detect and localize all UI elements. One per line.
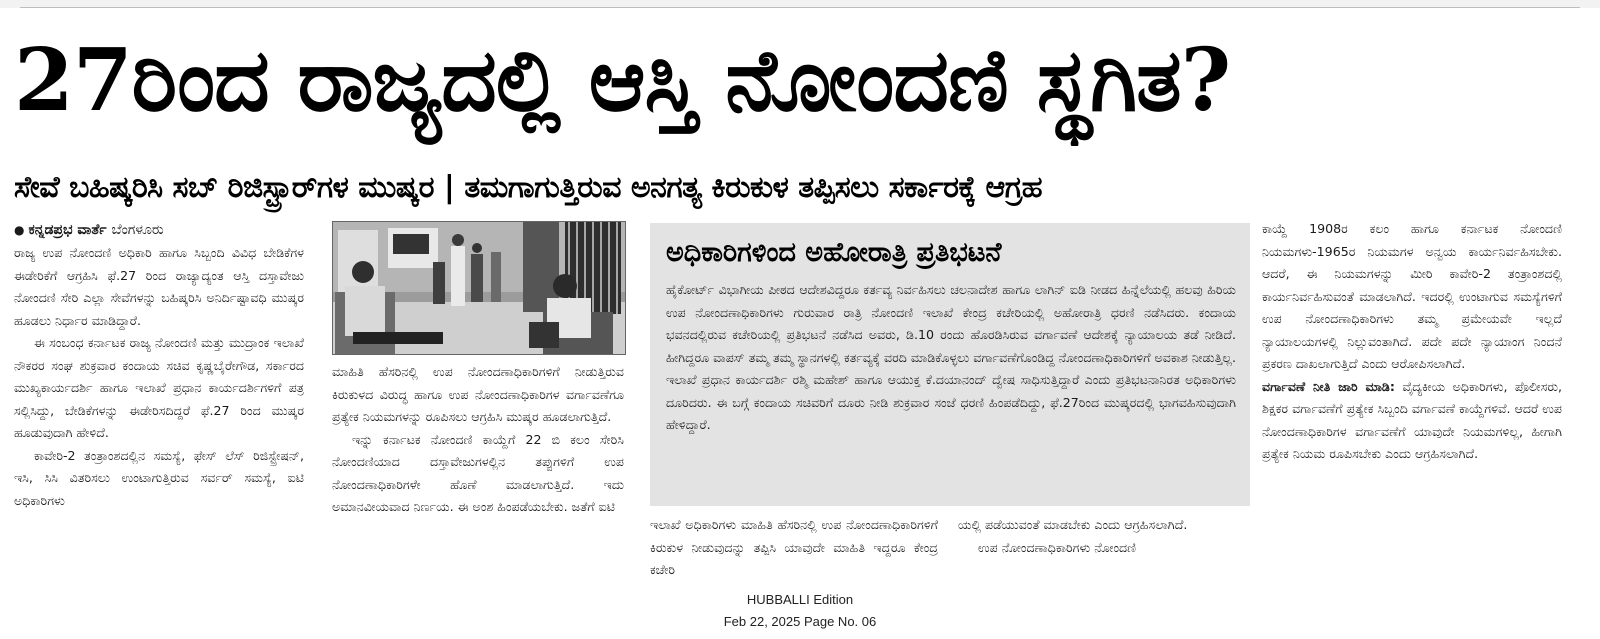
byline-source: ಕನ್ನಡಪ್ರಭ ವಾರ್ತೆ bbox=[28, 222, 107, 238]
byline bbox=[14, 218, 304, 242]
sidebar-box bbox=[650, 223, 1250, 506]
paragraph: ರಾಜ್ಯ ಉಪ ನೋಂದಣಿ ಅಧಿಕಾರಿ ಹಾಗೂ ಸಿಬ್ಬಂದಿ ವಿವಿಧ ಬೇಡಿಕೆಗಳ ಈಡೇರಿಕೆಗೆ ಆಗ್ರಹಿಸಿ ಫೆ.27 ರಿಂದ ರಾಜ್ಯಾದ್ಯಂತ ಆಸ್ತಿ ದಸ್ತಾವೇಜು ನೋಂದಣಿ ಸೇರಿ ಎಲ್ಲಾ ಸೇವೆಗಳನ್ನು ಬಹಿಷ್ಕರಿಸಿ ಅನಿರ್ದಿಷ್ಟಾವಧಿ ಮುಷ್ಕರ ಹೂಡಲು ನಿರ್ಧಾರ ಮಾಡಿದ್ದಾರೆ. bbox=[14, 245, 304, 328]
headline: 27ರಿಂದ ರಾಜ್ಯದಲ್ಲಿ ಆಸ್ತಿ ನೋಂದಣಿ ಸ್ಥಗಿತ? bbox=[14, 30, 1231, 131]
article-column-1 bbox=[14, 218, 304, 586]
paragraph: ಉಪ ನೋಂದಣಾಧಿಕಾರಿಗಳು ನೋಂದಣಿ bbox=[978, 539, 1137, 555]
news-photo bbox=[332, 221, 626, 355]
article-column-5 bbox=[1262, 218, 1562, 586]
top-rule bbox=[20, 7, 1580, 8]
byline-city: ಬೆಂಗಳೂರು bbox=[111, 222, 164, 238]
bullet-icon: ● bbox=[14, 223, 25, 237]
subheadline: ಸೇವೆ ಬಹಿಷ್ಕರಿಸಿ ಸಬ್ ರಿಜಿಸ್ಟ್ರಾರ್‌ಗಳ ಮುಷ್ಕರ | ತಮಗಾಗುತ್ತಿರುವ ಅನಗತ್ಯ ಕಿರುಕುಳ ತಪ್ಪಿಸಲು ಸರ್ಕಾರಕ್ಕೆ ಆಗ್ರಹ bbox=[14, 170, 1043, 205]
subsection-text: ವೈದ್ಯಕೀಯ ಅಧಿಕಾರಿಗಳು, ಪೊಲೀಸರು, ಶಿಕ್ಷಕರ ವರ್ಗಾವಣೆಗೆ ಪ್ರತ್ಯೇಕ ಸಿಬ್ಬಂದಿ ವರ್ಗಾವಣೆ ಕಾಯ್ದೆಗಳಿವೆ. ಆದರೆ ಉಪ ನೋಂದಣಾಧಿಕಾರಿಗಳ ವರ್ಗಾವಣೆಗೆ ಯಾವುದೇ ನಿಯಮಗಳಿಲ್ಲ, ಹೀಗಾಗಿ ಪ್ರತ್ಯೇಕ ನಿಯಮ ರೂಪಿಸಬೇಕು ಎಂದು ಆಗ್ರಹಿಸಲಾಗಿದೆ. bbox=[1262, 378, 1562, 461]
office-photo-illustration bbox=[333, 222, 625, 354]
paragraph: ಇಲಾಖೆ ಅಧಿಕಾರಿಗಳು ಮಾಹಿತಿ ಹೆಸರಿನಲ್ಲಿ ಉಪ ನೋಂದಣಾಧಿಕಾರಿಗಳಿಗೆ ಕಿರುಕುಳ ನೀಡುವುದನ್ನು ತಪ್ಪಿಸಿ ಯಾವುದೇ ಮಾಹಿತಿ ಇದ್ದರೂ ಕೇಂದ್ರ ಕಚೇರಿ bbox=[650, 517, 938, 577]
article-column-2 bbox=[332, 361, 624, 587]
paragraph bbox=[1262, 376, 1562, 466]
subsection-heading: ವರ್ಗಾವಣೆ ನೀತಿ ಜಾರಿ ಮಾಡಿ: bbox=[1262, 378, 1395, 394]
paragraph: ಯಲ್ಲಿ ಪಡೆಯುವಂತೆ ಮಾಡಬೇಕು ಎಂದು ಆಗ್ರಹಿಸಲಾಗಿದೆ. bbox=[958, 517, 1188, 532]
article-column-3 bbox=[650, 514, 938, 588]
date-page-label: Feb 22, 2025 Page No. 06 bbox=[723, 614, 877, 629]
paragraph: ಇನ್ನು ಕರ್ನಾಟಕ ನೋಂದಣಿ ಕಾಯ್ದೆಗೆ 22 ಬಿ ಕಲಂ ಸೇರಿಸಿ ನೋಂದಣಿಯಾದ ದಸ್ತಾವೇಜುಗಳಲ್ಲಿನ ತಪ್ಪುಗಳಿಗೆ ಉಪ ನೋಂದಣಾಧಿಕಾರಿಗಳೇ ಹೊಣೆ ಮಾಡಲಾಗುತ್ತಿದೆ. ಇದು ಅಮಾನವೀಯವಾದ ನಿರ್ಣಯ. ಈ ಅಂಶ ಹಿಂಪಡೆಯಬೇಕು. ಜತೆಗೆ ಐಟಿ bbox=[332, 431, 624, 514]
paragraph: ಕಾಯ್ದೆ 1908ರ ಕಲಂ ಹಾಗೂ ಕರ್ನಾಟಕ ನೋಂದಣಿ ನಿಯಮಗಳು-1965ರ ನಿಯಮಗಳ ಅನ್ವಯ ಕಾರ್ಯನಿರ್ವಹಿಸಬೇಕು. ಆದರೆ, ಈ ನಿಯಮಗಳನ್ನು ಮೀರಿ ಕಾವೇರಿ-2 ತಂತ್ರಾಂಶದಲ್ಲಿ ಕಾರ್ಯನಿರ್ವಹಿಸುವಂತೆ ಮಾಡಲಾಗಿದೆ. ಇದರಲ್ಲಿ ಉಂಟಾಗುವ ಸಮಸ್ಯೆಗಳಿಗೆ ಉಪ ನೋಂದಣಾಧಿಕಾರಿಗಳು ತಮ್ಮ ಪ್ರಮೇಯವೇ ಇಲ್ಲದೆ ನ್ಯಾಯಾಲಯಗಳಲ್ಲಿ ನಿಲ್ಲುವಂತಾಗಿದೆ. ಪದೇ ಪದೇ ನ್ಯಾಯಾಂಗ ನಿಂದನೆ ಪ್ರಕರಣ ದಾಖಲಾಗುತ್ತಿದೆ ಎಂದು ಆರೋಪಿಸಲಾಗಿದೆ. bbox=[1262, 221, 1562, 371]
article-column-4 bbox=[958, 514, 1248, 588]
paragraph: ಮಾಹಿತಿ ಹೆಸರಿನಲ್ಲಿ ಉಪ ನೋಂದಣಾಧಿಕಾರಿಗಳಿಗೆ ನೀಡುತ್ತಿರುವ ಕಿರುಕುಳದ ವಿರುದ್ಧ ಹಾಗೂ ಉಪ ನೋಂದಣಾಧಿಕಾರಿಗಳ ವರ್ಗಾವಣೆಗೂ ಪ್ರತ್ಯೇಕ ನಿಯಮಗಳನ್ನು ರೂಪಿಸಲು ಆಗ್ರಹಿಸಿ ಮುಷ್ಕರ ಹೂಡಲಾಗುತ್ತಿದೆ. bbox=[332, 364, 624, 424]
sidebar-box-title: ಅಧಿಕಾರಿಗಳಿಂದ ಅಹೋರಾತ್ರಿ ಪ್ರತಿಭಟನೆ bbox=[666, 237, 1002, 268]
edition-label: HUBBALLI Edition bbox=[746, 592, 854, 607]
paragraph: ಕಾವೇರಿ-2 ತಂತ್ರಾಂಶದಲ್ಲಿನ ಸಮಸ್ಯೆ, ಫೇಸ್ ಲೆಸ್ ರಿಜಿಸ್ಟ್ರೇಷನ್, ಇಸಿ, ಸಿಸಿ ವಿತರಿಸಲು ಉಂಟಾಗುತ್ತಿರುವ ಸರ್ವರ್ ಸಮಸ್ಯೆ, ಐಟಿ ಅಧಿಕಾರಿಗಳು bbox=[14, 447, 304, 508]
paragraph: ಈ ಸಂಬಂಧ ಕರ್ನಾಟಕ ರಾಜ್ಯ ನೋಂದಣಿ ಮತ್ತು ಮುದ್ರಾಂಕ ಇಲಾಖೆ ನೌಕರರ ಸಂಘ ಶುಕ್ರವಾರ ಕಂದಾಯ ಸಚಿವ ಕೃಷ್ಣಬೈರೇಗೌಡ, ಸರ್ಕಾರದ ಮುಖ್ಯಕಾರ್ಯದರ್ಶಿ ಹಾಗೂ ಇಲಾಖೆ ಪ್ರಧಾನ ಕಾರ್ಯದರ್ಶಿಗಳಿಗೆ ಪತ್ರ ಸಲ್ಲಿಸಿದ್ದು, ಬೇಡಿಕೆಗಳನ್ನು ಈಡೇರಿಸದಿದ್ದರೆ ಫೆ.27 ರಿಂದ ಮುಷ್ಕರ ಹೂಡುವುದಾಗಿ ಹೇಳಿದೆ. bbox=[14, 335, 304, 440]
sidebar-box-body: ಹೈಕೋರ್ಟ್ ವಿಭಾಗೀಯ ಪೀಠದ ಆದೇಶವಿದ್ದರೂ ಕರ್ತವ್ಯ ನಿರ್ವಹಿಸಲು ಚಲನಾದೇಶ ಹಾಗೂ ಲಾಗಿನ್ ಐಡಿ ನೀಡದ ಹಿನ್ನೆಲೆಯಲ್ಲಿ ಹಲವು ಹಿರಿಯ ಉಪ ನೋಂದಣಾಧಿಕಾರಿಗಳು ಗುರುವಾರ ರಾತ್ರಿ ನೋಂದಣಿ ಇಲಾಖೆ ಕೇಂದ್ರ ಕಚೇರಿಯಲ್ಲಿ ಅಹೋರಾತ್ರಿ ಧರಣಿ ನಡೆಸಿದರು. ಕಂದಾಯ ಭವನದಲ್ಲಿರುವ ಕಚೇರಿಯಲ್ಲಿ ಪ್ರತಿಭಟನೆ ನಡೆಸಿದ ಅವರು, ಡಿ.10 ರಂದು ಹೊರಡಿಸಿರುವ ವರ್ಗಾವಣೆ ಆದೇಶಕ್ಕೆ ನ್ಯಾಯಾಲಯ ತಡೆ ನೀಡಿದೆ. ಹೀಗಿದ್ದರೂ ವಾಪಸ್ ತಮ್ಮ ತಮ್ಮ ಸ್ಥಾನಗಳಲ್ಲಿ ಕರ್ತವ್ಯಕ್ಕೆ ವರದಿ ಮಾಡಿಕೊಳ್ಳಲು ವರ್ಗಾವಣೆಗೊಂಡಿದ್ದ ನೋಂದಣಾಧಿಕಾರಿಗಳಿಗೆ ಅವಕಾಶ ನೀಡುತ್ತಿಲ್ಲ. ಇಲಾಖೆ ಪ್ರಧಾನ ಕಾರ್ಯದರ್ಶಿ ರಶ್ಮಿ ಮಹೇಶ್ ಹಾಗೂ ಆಯುಕ್ತ ಕೆ.ದಯಾನಂದ್ ದ್ವೇಷ ಸಾಧಿಸುತ್ತಿದ್ದಾರೆ ಎಂದು ಪ್ರತಿಭಟನಾನಿರತ ಅಧಿಕಾರಿಗಳು ದೂರಿದರು. ಈ ಬಗ್ಗೆ ಕಂದಾಯ ಸಚಿವರಿಗೆ ದೂರು ನೀಡಿ ಶುಕ್ರವಾರ ಸಂಜೆ ಧರಣಿ ಹಿಂಪಡೆದಿದ್ದು, ಫೆ.27ರಿಂದ ಮುಷ್ಕರದಲ್ಲಿ ಭಾಗವಹಿಸುವುದಾಗಿ ಹೇಳಿದ್ದಾರೆ. bbox=[666, 282, 1236, 432]
